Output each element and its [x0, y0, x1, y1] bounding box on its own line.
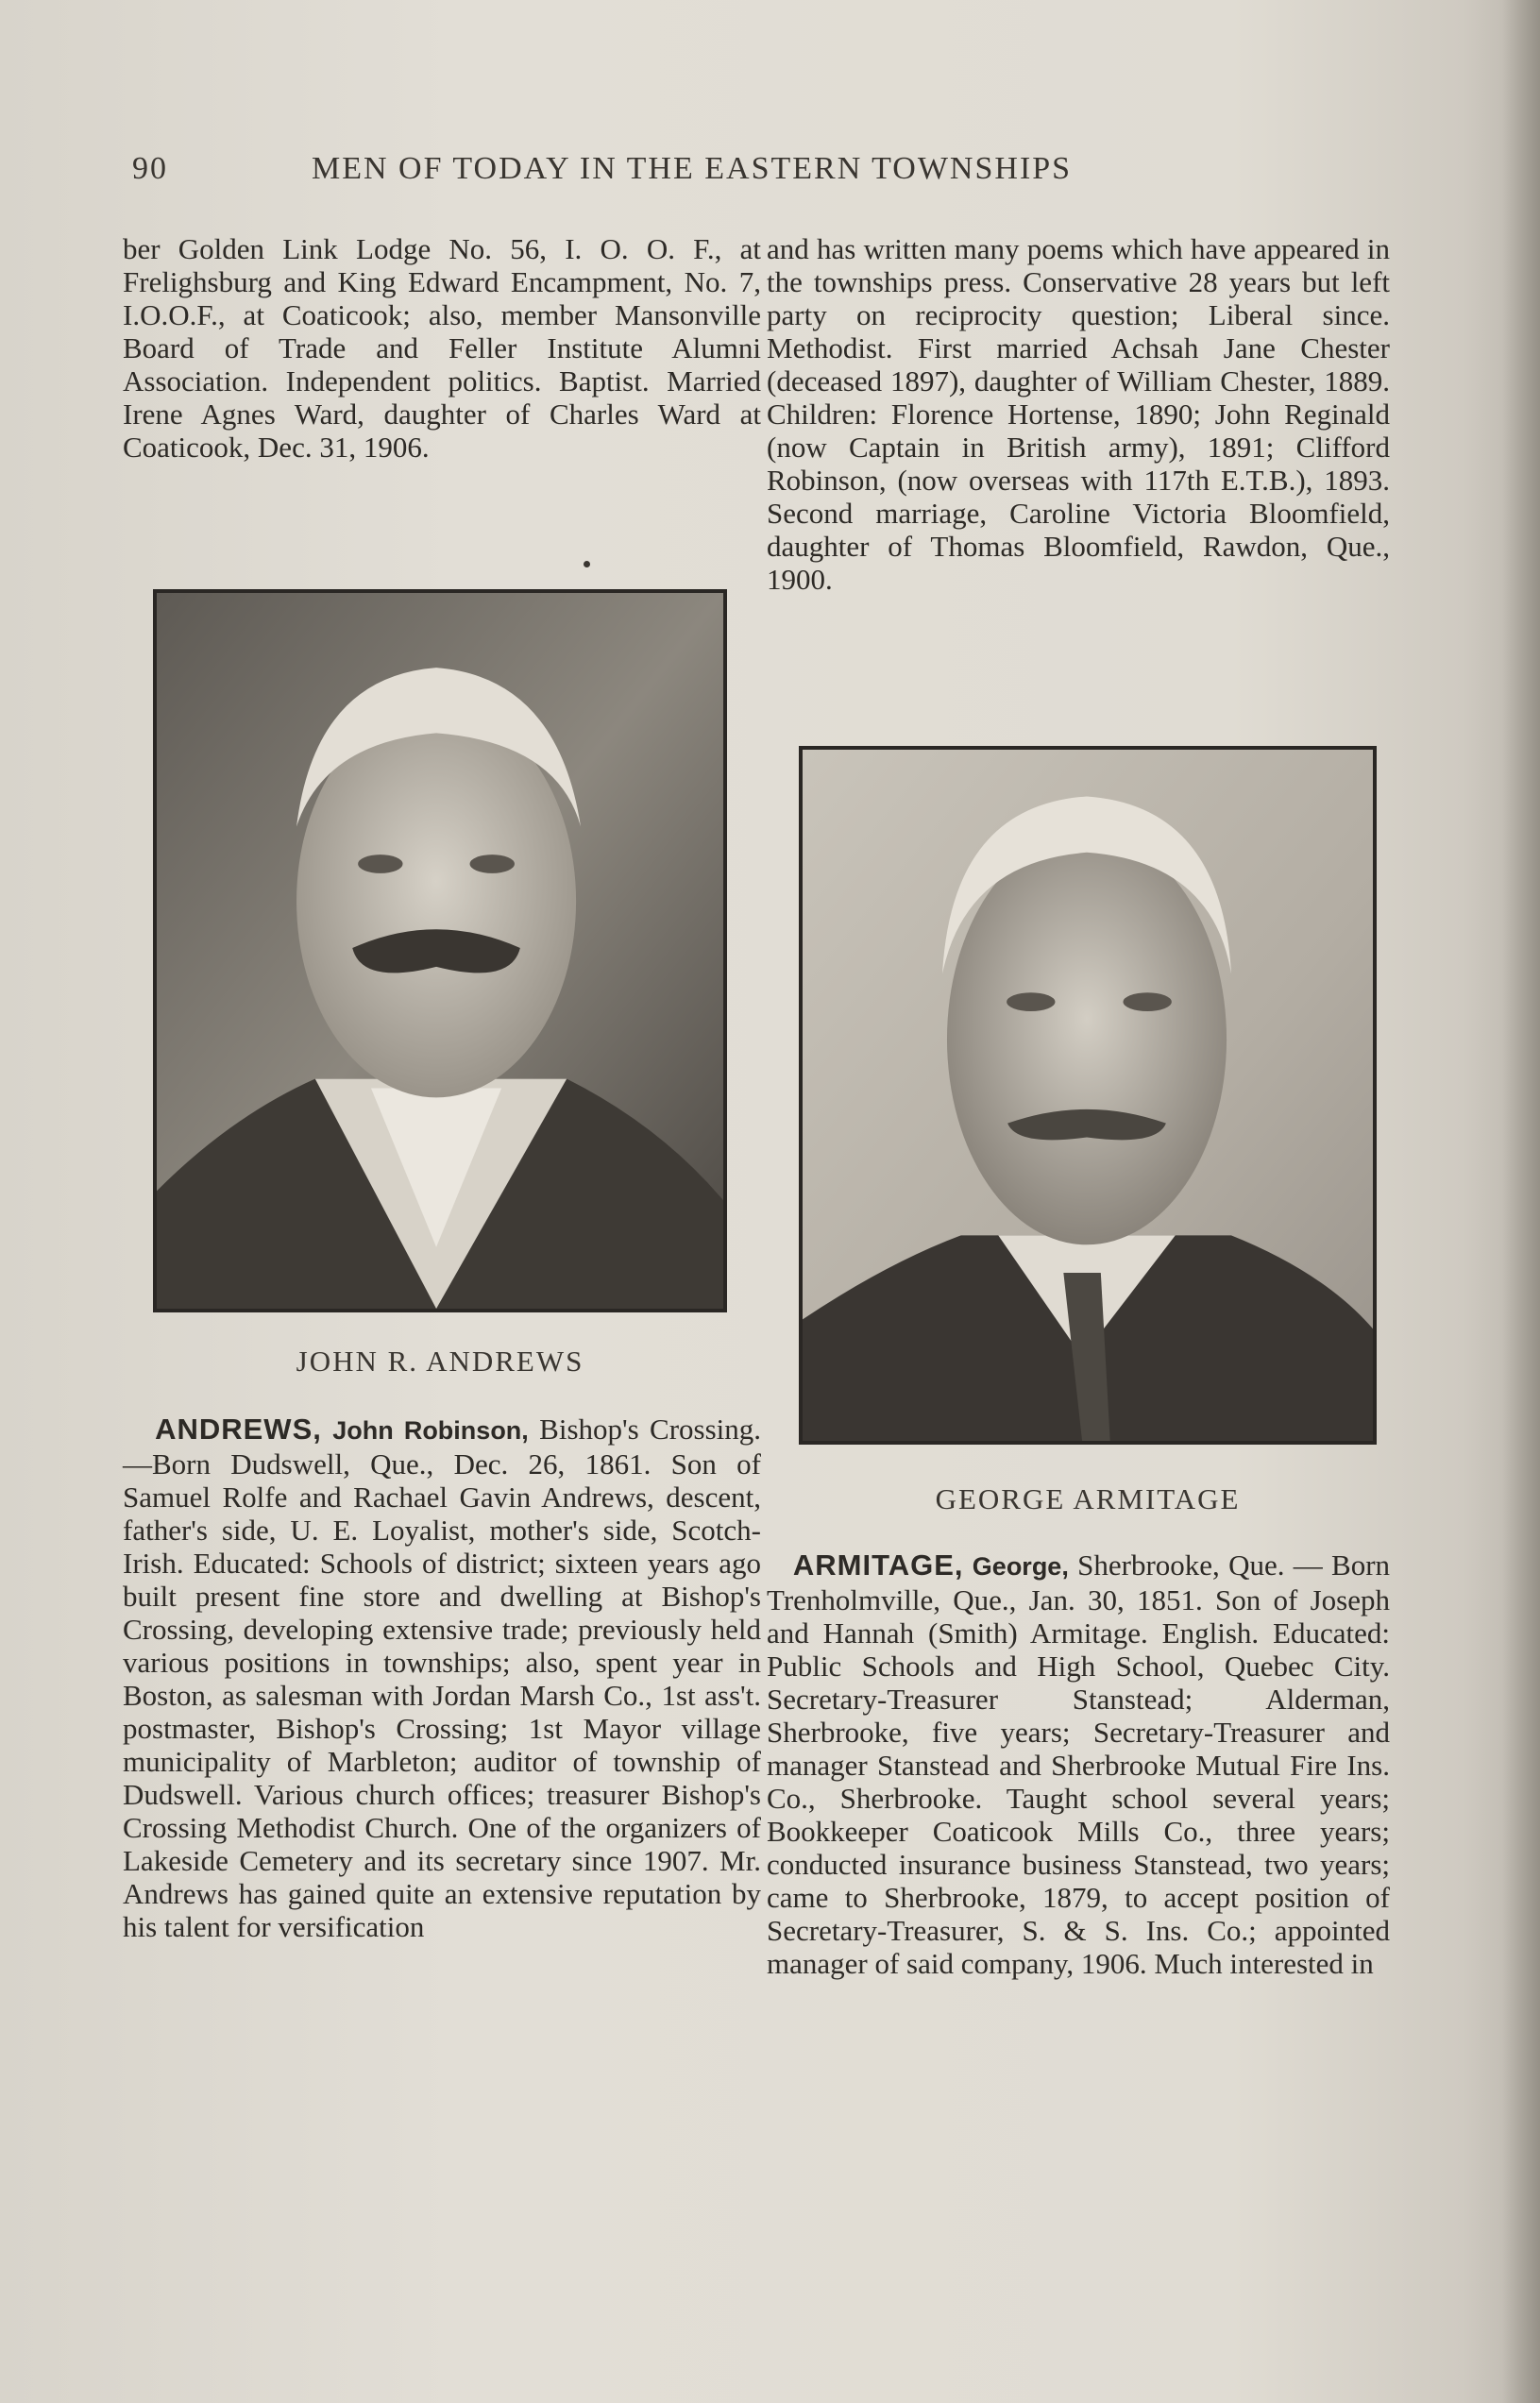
portrait-andrews-image: [157, 593, 723, 1309]
portrait-george-armitage: [799, 746, 1377, 1445]
entry-andrews: [123, 1413, 761, 1943]
left-top-text: ber Golden Link Lodge No. 56, I. O. O. F., at Frelighsburg and King Edward Encampment, No. 7, I.O.O.F., at Coaticook; also, member Mansonville Board of Trade and Feller Institute Alumni Association. Independent politics. Baptist. Married Irene Agnes Ward, daughter of Charles Ward at Coaticook, Dec. 31, 1906.: [123, 232, 761, 464]
left-column-top-paragraph: [123, 232, 761, 464]
running-title: MEN OF TODAY IN THE EASTERN TOWNSHIPS: [312, 151, 1073, 186]
entry-andrews-paragraph: [123, 1413, 761, 1943]
right-top-text: and has written many poems which have appeared in the townships press. Conservative 28 years but left party on reciprocity question; Liberal since. Methodist. First married Achsah Jane Chester (deceased 1897), daughter of William Chester, 1889. Children: Florence Hortense, 1890; John Reginald (now Captain in British army), 1891; Clifford Robinson, (now overseas with 117th E.T.B.), 1893. Second marriage, Caroline Victoria Bloomfield, daughter of Thomas Bloomfield, Rawdon, Que., 1900.: [767, 232, 1390, 596]
portrait-john-r-andrews: [153, 589, 727, 1312]
entry-andrews-body: Bishop's Crossing.—Born Dudswell, Que., Dec. 26, 1861. Son of Samuel Rolfe and Rachael Gavin Andrews, descent, father's side, U. E. Loyalist, mother's side, Scotch-Irish. Educated: Schools of district; sixteen years ago built present fine store and dwelling at Bishop's Crossing, developing extensive trade; previously held various positions in townships; also, spent year in Boston, as salesman with Jordan Marsh Co., 1st ass't. postmaster, Bishop's Crossing; 1st Mayor village municipality of Marbleton; auditor of township of Dudswell. Various church offices; treasurer Bishop's Crossing Methodist Church. One of the organizers of Lakeside Cemetery and its secretary since 1907. Mr. Andrews has gained quite an extensive reputation by his talent for versification: [123, 1413, 762, 1943]
entry-armitage: [767, 1548, 1390, 1980]
page-spine-shadow: [1502, 0, 1540, 2403]
entry-andrews-given-name: John Robinson,: [332, 1416, 529, 1445]
entry-andrews-surname: ANDREWS,: [155, 1413, 322, 1446]
portrait-armitage-image: [803, 750, 1373, 1441]
entry-armitage-given-name: George,: [972, 1552, 1069, 1581]
caption-armitage: GEORGE ARMITAGE: [935, 1482, 1241, 1515]
right-column-top-paragraph: [767, 232, 1390, 596]
page-number: 90: [132, 151, 168, 186]
caption-andrews: JOHN R. ANDREWS: [296, 1345, 584, 1378]
entry-armitage-body: Sherbrooke, Que. — Born Trenholmville, Que., Jan. 30, 1851. Son of Joseph and Hannah (Smith) Armitage. English. Educated: Public Schools and High School, Quebec City. Secretary-Treasurer Stanstead; Alderman, Sherbrooke, five years; Secretary-Treasurer and manager Stanstead and Sherbrooke Mutual Fire Ins. Co., Sherbrooke. Taught school several years; Bookkeeper Coaticook Mills Co., three years; conducted insurance business Stanstead, two years; came to Sherbrooke, 1879, to accept position of Secretary-Treasurer, S. & S. Ins. Co.; appointed manager of said company, 1906. Much interested in: [767, 1548, 1391, 1980]
entry-armitage-paragraph: [767, 1548, 1390, 1980]
entry-armitage-surname: ARMITAGE,: [792, 1548, 964, 1582]
page-header: [132, 151, 1227, 189]
decorative-dot: [584, 561, 590, 567]
